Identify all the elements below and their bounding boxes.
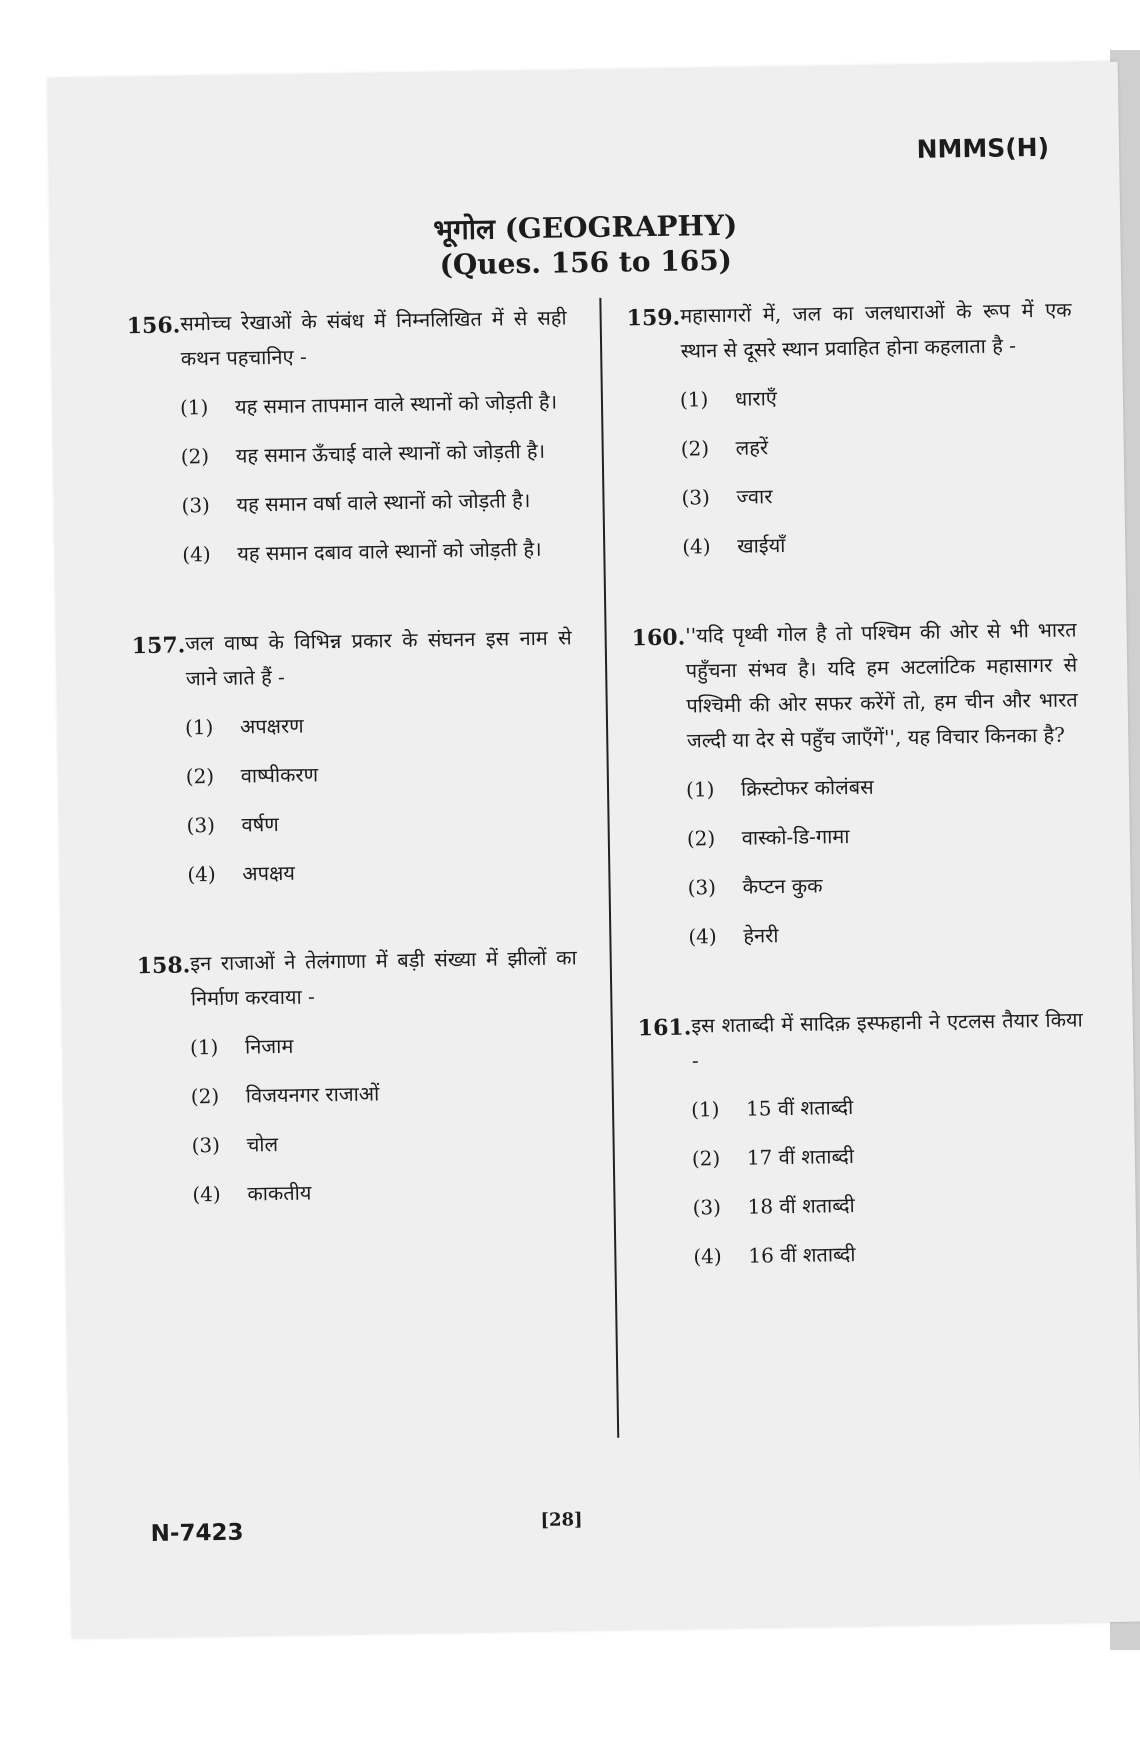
option (686, 766, 1080, 807)
option-text: हेनरी (743, 923, 779, 948)
option-label: (3) (681, 485, 711, 510)
option-text: अपक्षरण (239, 713, 304, 739)
option-text: चोल (246, 1132, 279, 1157)
question-number: 157. (131, 632, 186, 660)
question (638, 1002, 1087, 1275)
option-list (180, 384, 571, 572)
option-label: (3) (687, 875, 717, 900)
option-text: निजाम (244, 1033, 294, 1059)
option-text: ज्वार (736, 484, 773, 509)
option-label: (1) (690, 1097, 720, 1122)
option-list (691, 1086, 1087, 1274)
option-text: यह समान दबाव वाले स्थानों को जोड़ती है। (237, 536, 542, 566)
option-text: 16 वीं शताब्दी (748, 1241, 856, 1268)
option-text: 18 वीं शताब्दी (747, 1192, 855, 1219)
option-text: धाराएँ (734, 386, 778, 411)
option (687, 864, 1081, 905)
option-label: (3) (181, 493, 211, 518)
page-number: [28] (540, 1509, 583, 1531)
option-text: खाईयाँ (737, 532, 786, 558)
option-label: (4) (688, 924, 717, 949)
question-number: 161. (637, 1014, 692, 1042)
right-column (626, 292, 1087, 1329)
option (181, 482, 570, 523)
question-number: 159. (626, 304, 681, 332)
option-label: (2) (190, 1083, 220, 1109)
option-text: विजयनगर राजाओं (245, 1081, 380, 1108)
option-text: क्रिस्टोफर कोलंबस (740, 774, 874, 801)
option-list (686, 766, 1082, 954)
option (693, 1233, 1087, 1274)
option (687, 815, 1081, 856)
option-text: वर्षण (241, 811, 279, 837)
question-text: जल वाष्प के विभिन्न प्रकार के संघनन इस नाम से जाने जाते हैं - (185, 625, 572, 691)
section-heading (50, 202, 1121, 289)
option-label: (4) (187, 861, 216, 887)
option-label: (3) (191, 1132, 221, 1158)
option-label: (1) (179, 395, 209, 420)
option (186, 802, 575, 843)
option (681, 474, 1075, 515)
option (692, 1184, 1086, 1225)
option-label: (3) (692, 1195, 722, 1220)
option (190, 1024, 579, 1065)
option-text: अपक्षय (242, 860, 296, 886)
paper-code: N-7423 (150, 1519, 244, 1548)
option-list (185, 704, 576, 892)
option-label: (2) (686, 826, 716, 851)
option (185, 704, 574, 745)
option-label: (2) (180, 444, 210, 469)
option-text: 15 वीं शताब्दी (745, 1094, 854, 1121)
option-list (680, 376, 1076, 564)
column-divider (599, 298, 619, 1438)
question (126, 300, 570, 573)
left-column (126, 300, 581, 1267)
option-list (190, 1024, 581, 1212)
option (181, 433, 570, 474)
option-text: कैप्टन कुक (742, 873, 823, 899)
exam-page (48, 62, 1140, 1639)
question-text: इन राजाओं ने तेलंगाणा में बड़ी संख्या में झीलों का निर्माण करवाया - (190, 945, 577, 1011)
question (136, 940, 580, 1213)
question (131, 620, 575, 893)
option (691, 1086, 1085, 1127)
option-text: यह समान वर्षा वाले स्थानों को जोड़ती है। (236, 487, 531, 517)
option-text: काकतीय (247, 1180, 312, 1206)
option (192, 1171, 581, 1212)
option (180, 384, 569, 425)
option-label: (1) (679, 387, 709, 412)
option-label: (1) (184, 714, 214, 740)
option-label: (4) (192, 1181, 221, 1207)
option-label: (2) (185, 763, 215, 789)
option-label: (4) (182, 542, 211, 567)
option (182, 531, 571, 572)
option-label: (3) (186, 812, 216, 838)
option (186, 753, 575, 794)
option (191, 1073, 580, 1114)
option-label: (4) (693, 1244, 722, 1269)
question-text: महासागरों में, जल का जलधाराओं के रूप में एक स्थान से दूसरे स्थान प्रवाहित होना कहलाता है - (680, 297, 1072, 363)
option-label: (2) (680, 436, 710, 461)
question-number: 160. (631, 624, 686, 652)
paper-series-code: NMMS(H) (916, 132, 1050, 164)
option (187, 851, 576, 892)
section-title: भूगोल (GEOGRAPHY) (432, 208, 738, 247)
option (688, 913, 1082, 954)
option-text: यह समान ऊँचाई वाले स्थानों को जोड़ती है। (235, 438, 546, 468)
question-number: 158. (136, 952, 191, 980)
question (626, 292, 1075, 565)
option (680, 425, 1074, 466)
option-text: वाष्पीकरण (240, 762, 319, 788)
option-label: (1) (685, 777, 715, 802)
option-label: (1) (189, 1034, 219, 1060)
option (191, 1122, 580, 1163)
question (631, 612, 1081, 955)
question-number: 156. (126, 312, 181, 340)
option (682, 523, 1076, 564)
option-text: 17 वीं शताब्दी (746, 1143, 855, 1170)
question-text: समोच्च रेखाओं के संबंध में निम्नलिखित में से सही कथन पहचानिए - (180, 305, 567, 371)
question-text: ''यदि पृथ्वी गोल है तो पश्चिम की ओर से भी भारत पहुँचना संभव है। यदि हम अटलांटिक महासागर से पश्चिमी की ओर सफर करेंगें तो, हम चीन और भारत जल्दी या देर से पहुँच जाएँगें'', यह विचार किनका है? (685, 617, 1078, 753)
option-text: यह समान तापमान वाले स्थानों को जोड़ती है। (234, 389, 558, 419)
option-label: (4) (682, 534, 711, 559)
question-text: इस शताब्दी में सादिक़ इस्फहानी ने एटलस तैयार किया - (691, 1007, 1083, 1073)
section-subtitle: (Ques. 156 to 165) (439, 243, 733, 282)
option-label: (2) (691, 1146, 721, 1171)
option-text: वास्को-डि-गामा (741, 824, 850, 850)
option (680, 376, 1074, 417)
option (692, 1135, 1086, 1176)
option-text: लहरें (735, 435, 769, 460)
